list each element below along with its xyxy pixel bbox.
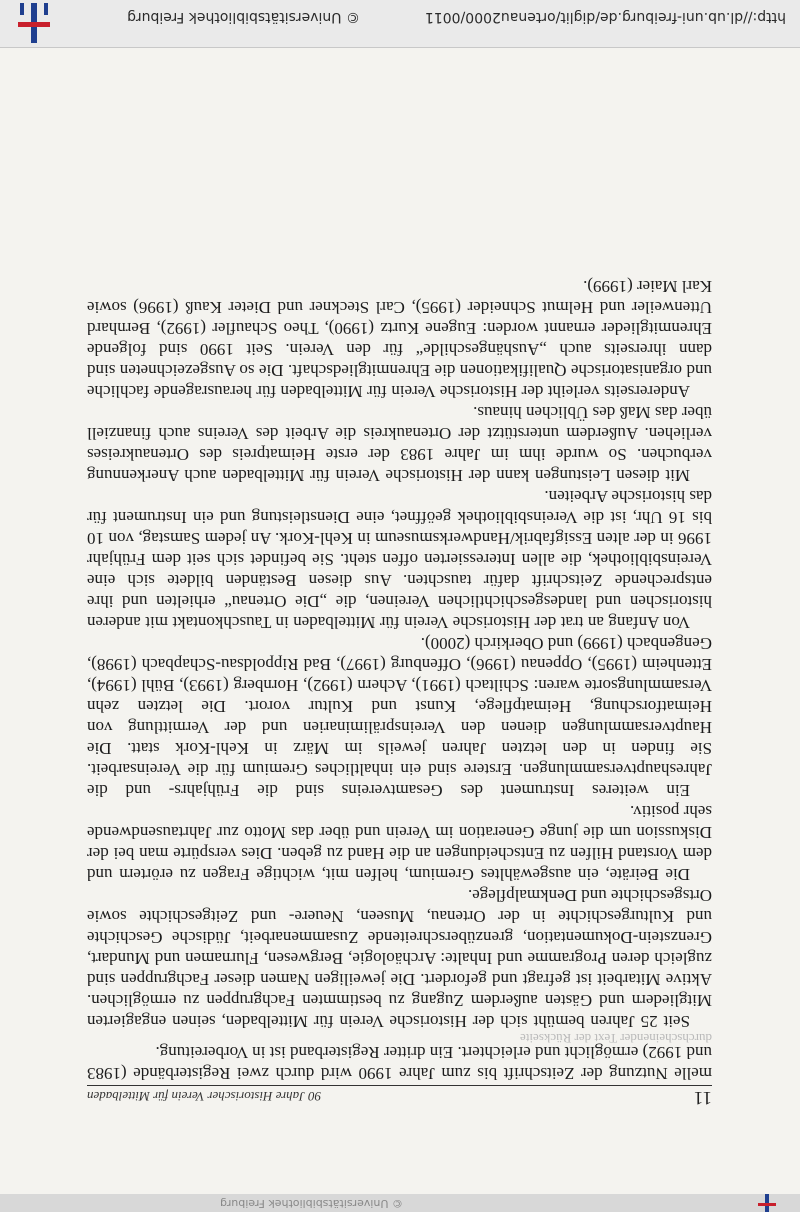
ghost-text: durchscheinender Text der Rückseite <box>520 1031 712 1046</box>
top-credit-text: © Universitätsbibliothek Freiburg <box>220 1197 403 1210</box>
paragraph: Ein weiteres Instrument des Gesamtvereins sind die Frühjahrs- und die Jahreshauptversammlungen. Erstere sind ein inhaltliches Gremium für die Vereinsarbeit. Sie finden in den letzten Jahren jeweils im März in Kehl-Kork statt. Die Hauptversammlungen dienen den Vereinspräliminarien und der Vermittlung von Heimatforschung, Heimatpflege, Kunst und Kultur vorort. Die letzten zehn Versammlungsorte waren: Schiltach (1991), Achern (1992), Hornberg (1993), Bühl (1994), Ettenheim (1995), Oppenau (1996), Offenburg (1997), Bad Rippoldsau-Schapbach (1998), Gengenbach (1999) und Oberkirch (2000). <box>87 634 712 800</box>
paragraph: Von Anfang an trat der Historische Verein für Mittelbaden in Tauschkontakt mit anderen historischen und landesgeschichtlichen Vereinen, die „Die Ortenau“ erhielten und ihre entsprechende Zeitschrift dafür tauschten. Aus diesen Beständen bildete sich eine Vereinsbibliothek, die allen Interessierten offen steht. Sie befindet sich seit dem Frühjahr 1996 in der alten Essigfabrik/Handwerksmuseum in Kehl-Kork. An jedem Samstag, von 10 bis 16 Uhr, ist die Vereinsbibliothek geöffnet, eine Dienstleistung und ein Instrument für das historische Arbeiten. <box>87 487 712 632</box>
page-number: 11 <box>693 1087 712 1108</box>
body-text <box>87 276 712 1084</box>
paragraph: Die Beiräte, ein ausgewähltes Gremium, helfen mit, wichtige Fragen zu erörtern und dem Vorstand Hilfen zu Entscheidungen an die Hand zu geben. Dies verspürte man bei der Diskussion um die junge Generation im Verein und über das Motto zur Jahrtausendwende sehr positiv. <box>87 802 712 884</box>
paragraph: Seit 25 Jahren bemüht sich der Historische Verein für Mittelbaden, seinen engagierten Mitgliedern und Gästen außerdem Zugang zu bestimmten Fachgruppen zu ermöglichen. Aktive Mitarbeit ist gefragt und gefordert. Die jeweiligen Namen dieser Fachgruppen sind zugleich deren Programme und Inhalte: Archäologie, Bergwesen, Flurnamen und Mundart, Grenzstein-Dokumentation, grenzüberschreitende Zusammenarbeit, Jüdische Geschichte und Kulturgeschichte in der Ortenau, Museen, Neuere- und Zeitgeschichte sowie Ortsgeschichte und Denkmalpflege. <box>87 886 712 1031</box>
source-url[interactable]: http://dl.ub.uni-freiburg.de/diglit/ortenau2000/0011 <box>424 9 786 25</box>
page-header <box>87 1085 712 1108</box>
paragraph: Andererseits verleiht der Historische Verein für Mittelbaden für herausragende fachliche und organisatorische Qualifikationen die Ehrenmitgliedschaft. Die so Ausgezeichneten sind dann ihrerseits auch „Aushängeschilde“ für den Verein. Seit 1990 sind folgende Ehrenmitglieder ernannt worden: Eugene Kurtz (1990), Theo Schaufler (1992), Bernhard Uttenweiler und Helmut Schneider (1995), Carl Steckner und Dieter Kauß (1996) sowie Karl Maier (1999). <box>87 277 712 401</box>
copyright-credit: © Universitätsbibliothek Freiburg <box>127 9 360 25</box>
source-url-bar <box>0 0 800 48</box>
top-credit-bar <box>0 1194 800 1212</box>
paragraph: melle Nutzung der Zeitschrift bis zum Jahre 1990 wird durch zwei Registerbände (1983 und 1992) ermöglicht und erleichtert. Ein dritter Registerband ist in Vorbereitung. <box>87 1043 712 1083</box>
library-logo-icon <box>14 3 54 43</box>
library-logo-icon <box>754 1194 780 1212</box>
paragraph: Mit diesen Leistungen kann der Historische Verein für Mittelbaden auch Anerkennung verbuchen. So wurde ihm im Jahre 1983 der erste Heimatpreis des Ortenaukreises verliehen. Außerdem unterstützt der Ortenaukreis die Arbeit des Vereins auch finanziell über das Maß des Üblichen hinaus. <box>87 403 712 485</box>
running-title: 90 Jahre Historischer Verein für Mittelbaden <box>87 1089 322 1104</box>
